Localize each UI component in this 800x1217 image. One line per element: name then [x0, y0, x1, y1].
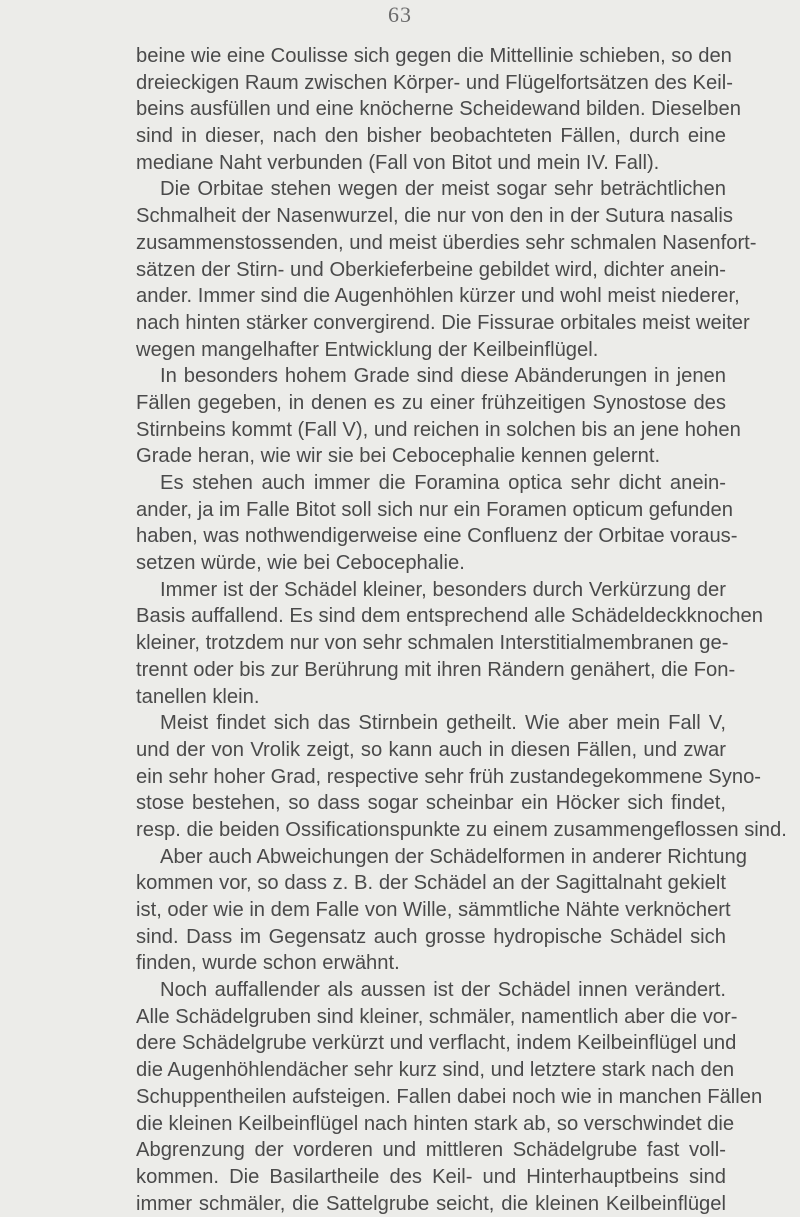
text-line: trennt oder bis zur Berührung mit ihren Rändern genähert, die Fon-	[136, 658, 736, 681]
text-line: Meist findet sich das Stirnbein getheilt. Wie aber mein Fall V,	[160, 712, 726, 735]
text-line: beins ausfüllen und eine knöcherne Scheidewand bilden. Dieselben	[136, 98, 741, 121]
text-line: finden, wurde schon erwähnt.	[136, 952, 400, 975]
text-line: Basis auffallend. Es sind dem entsprechend alle Schädeldeckknochen	[136, 605, 763, 628]
text-line: sind. Dass im Gegensatz auch grosse hydropische Schädel sich	[136, 925, 726, 948]
text-line: kommen. Die Basilartheile des Keil- und Hinterhauptbeins sind	[136, 1165, 726, 1188]
text-line: immer schmäler, die Sattelgrube seicht, die kleinen Keilbeinflügel	[136, 1192, 726, 1215]
text-line: ein sehr hoher Grad, respective sehr früh zustandegekommene Syno-	[136, 765, 762, 788]
text-line: Stirnbeins kommt (Fall V), und reichen in solchen bis an jene hohen	[136, 418, 741, 441]
text-line: Aber auch Abweichungen der Schädelformen in anderer Richtung	[160, 845, 747, 868]
text-line: resp. die beiden Ossificationspunkte zu einem zusammengeflossen sind.	[136, 818, 787, 841]
page-number: 63	[388, 2, 412, 27]
text-line: haben, was nothwendigerweise eine Confluenz der Orbitae voraus-	[136, 525, 738, 548]
text-line: Alle Schädelgruben sind kleiner, schmäler, namentlich aber die vor-	[136, 1005, 738, 1028]
text-line: wegen mangelhafter Entwicklung der Keilbeinflügel.	[136, 338, 599, 361]
text-line: Noch auffallender als aussen ist der Schädel innen verändert.	[160, 979, 726, 1002]
text-line: Immer ist der Schädel kleiner, besonders durch Verkürzung der	[160, 578, 726, 601]
text-line: tanellen klein.	[136, 685, 260, 708]
text-line: In besonders hohem Grade sind diese Abänderungen in jenen	[160, 365, 726, 388]
text-line: kleiner, trotzdem nur von sehr schmalen Interstitialmembranen ge-	[136, 632, 729, 655]
text-line: und der von Vrolik zeigt, so kann auch in diesen Fällen, und zwar	[136, 738, 726, 761]
text-line: ander, ja im Falle Bitot soll sich nur ein Foramen opticum gefunden	[136, 498, 733, 521]
text-line: beine wie eine Coulisse sich gegen die Mittellinie schieben, so den	[136, 45, 732, 67]
body-text	[136, 43, 787, 1217]
text-line: nach hinten stärker convergirend. Die Fissurae orbitales meist weiter	[136, 311, 750, 334]
text-line: dreieckigen Raum zwischen Körper- und Flügelfortsätzen des Keil-	[136, 71, 733, 94]
text-line: dere Schädelgrube verkürzt und verflacht, indem Keilbeinflügel und	[136, 1032, 737, 1055]
text-line: Schmalheit der Nasenwurzel, die nur von den in der Sutura nasalis	[136, 205, 733, 228]
text-line: Die Orbitae stehen wegen der meist sogar sehr beträchtlichen	[160, 178, 726, 201]
text-line: kommen vor, so dass z. B. der Schädel an der Sagittalnaht gekielt	[136, 872, 726, 895]
text-line: Abgrenzung der vorderen und mittleren Schädelgrube fast voll-	[136, 1139, 726, 1162]
text-line: sind in dieser, nach den bisher beobachteten Fällen, durch eine	[136, 125, 726, 148]
text-line: stose bestehen, so dass sogar scheinbar ein Höcker sich findet,	[136, 792, 726, 815]
text-line: Schuppentheilen aufsteigen. Fallen dabei noch wie in manchen Fällen	[136, 1085, 763, 1108]
text-line: ist, oder wie in dem Falle von Wille, sämmtliche Nähte verknöchert	[136, 899, 731, 921]
text-line: zusammenstossenden, und meist überdies sehr schmalen Nasenfort-	[136, 231, 757, 254]
text-line: Fällen gegeben, in denen es zu einer frühzeitigen Synostose des	[136, 391, 726, 414]
text-line: die kleinen Keilbeinflügel nach hinten stark ab, so verschwindet die	[136, 1112, 735, 1135]
text-line: sätzen der Stirn- und Oberkieferbeine gebildet wird, dichter anein-	[136, 258, 726, 281]
text-line: die Augenhöhlendächer sehr kurz sind, und letztere stark nach den	[136, 1059, 735, 1082]
text-line: ander. Immer sind die Augenhöhlen kürzer und wohl meist niederer,	[136, 285, 740, 308]
text-line: setzen würde, wie bei Cebocephalie.	[136, 552, 465, 575]
text-line: Grade heran, wie wir sie bei Cebocephalie kennen gelernt.	[136, 445, 661, 468]
text-line: Es stehen auch immer die Foramina optica sehr dicht anein-	[160, 472, 726, 494]
text-line: mediane Naht verbunden (Fall von Bitot und mein IV. Fall).	[136, 151, 660, 174]
